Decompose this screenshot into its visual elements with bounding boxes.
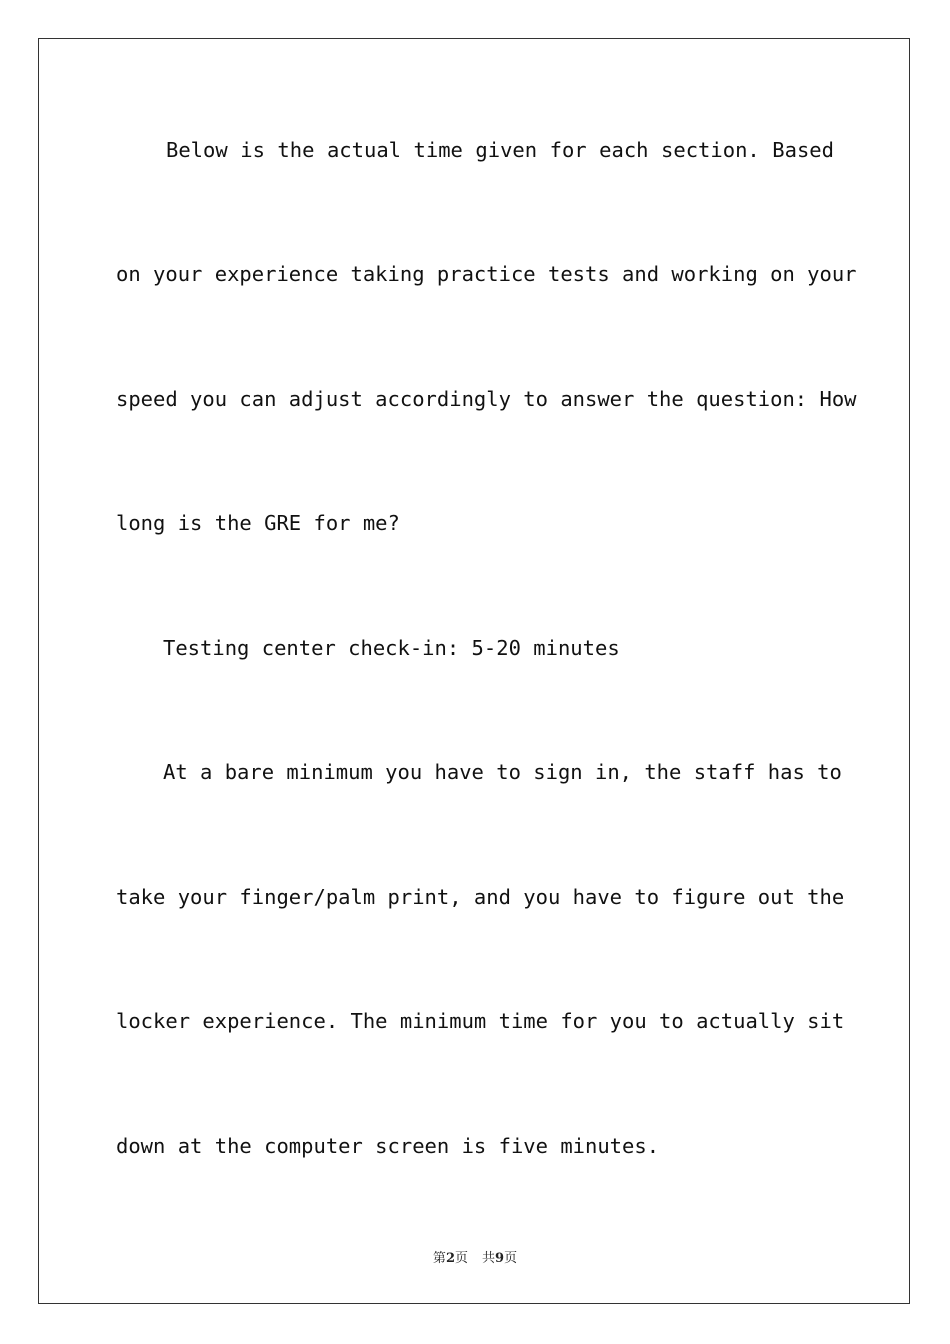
footer-current-page: 2 (445, 1251, 455, 1266)
footer-page-unit: 页 (454, 1251, 468, 1266)
footer-total-unit: 页 (504, 1251, 518, 1266)
paragraph-1-line-4: long is the GRE for me? (116, 511, 400, 535)
paragraph-1-line-1: Below is the actual time given for each section. Based (166, 138, 834, 162)
footer-prefix: 第 (432, 1251, 446, 1266)
paragraph-3-line-1: At a bare minimum you have to sign in, the staff has to (163, 760, 842, 784)
paragraph-2-line-1: Testing center check-in: 5-20 minutes (163, 636, 620, 660)
footer-total-pages: 9 (495, 1251, 505, 1266)
paragraph-3-line-2: take your finger/palm print, and you have to figure out the (116, 885, 845, 909)
paragraph-1-line-3: speed you can adjust accordingly to answer the question: How (116, 387, 857, 411)
footer-total-prefix: 共 (482, 1251, 496, 1266)
paragraph-1-line-2: on your experience taking practice tests and working on your (116, 262, 857, 286)
page-footer (0, 1247, 950, 1266)
page-border (38, 38, 910, 1304)
paragraph-3-line-3: locker experience. The minimum time for you to actually sit (116, 1009, 845, 1033)
paragraph-3-line-4: down at the computer screen is five minutes. (116, 1134, 660, 1158)
